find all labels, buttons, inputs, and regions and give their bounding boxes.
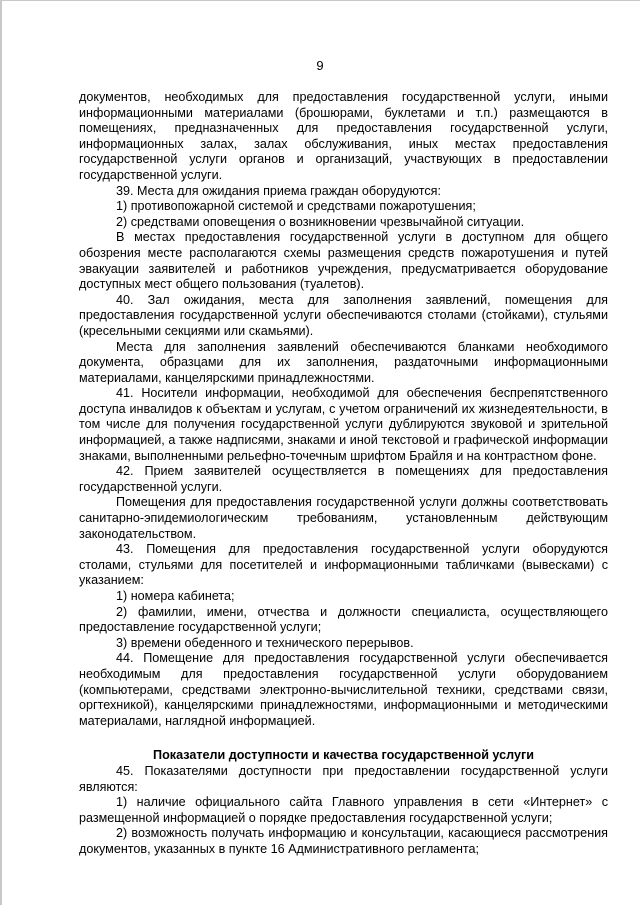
scan-edge-top <box>0 0 640 1</box>
paragraph: 41. Носители информации, необходимой для обеспечения беспрепятственного доступа инвалидов к объектам и услугам, с учетом ограничений их жизнедеятельности, в том числе для получения государственной услуги дублируются звуковой и зрительной информацией, а также надписями, знаками и иной текстовой и графической информации знаками, выполненными рельефно-точечным шрифтом Брайля и на контрастном фоне. <box>79 386 608 463</box>
paragraph: 2) возможность получать информацию и консультации, касающиеся рассмотрения документов, указанных в пункте 16 Административного регламента; <box>79 826 608 856</box>
paragraph: 1) противопожарной системой и средствами пожаротушения; <box>116 199 476 214</box>
paragraph: 40. Зал ожидания, места для заполнения заявлений, помещения для предоставления государственной услуги обеспечиваются столами (стойками), стульями (кресельными секциями или скамьями). <box>79 292 608 338</box>
paragraph: В местах предоставления государственной услуги в доступном для общего обозрения месте располагаются схемы размещения средств пожаротушения и путей эвакуации заявителей и работников учреждения, предусматривается оборудование доступных мест общего пользования (туалетов). <box>79 230 608 292</box>
paragraph: Помещения для предоставления государственной услуги должны соответствовать санитарно-эпидемиологическим требованиям, установленным действующим законодательством. <box>79 495 608 541</box>
paragraph: 39. Места для ожидания приема граждан оборудуются: <box>116 183 441 198</box>
paragraph: документов, необходимых для предоставления государственной услуги, иными информационными материалами (брошюрами, буклетами и т.п.) размещаются в помещениях, предназначенных для предоставления государственной услуги, информационных залах, залах обслуживания, иных местах предоставления государственной услуги органов и организаций, участвующих в предоставлении государственной услуги. <box>79 90 608 182</box>
paragraph: 43. Помещения для предоставления государственной услуги оборудуются столами, стульями для посетителей и информационными табличками (вывесками) с указанием: <box>79 542 608 588</box>
paragraph: 1) наличие официального сайта Главного управления в сети «Интернет» с размещенной информацией о порядке предоставления государственной услуги; <box>79 795 608 825</box>
document-body <box>79 90 608 858</box>
paragraph: 44. Помещение для предоставления государственной услуги обеспечивается необходимым для предоставления государственной услуги оборудованием (компьютерами, средствами электронно-вычислительной техники, средствами связи, оргтехникой), канцелярскими принадлежностями, информационными и методическими материалами, наглядной информацией. <box>79 651 608 728</box>
paragraph: 2) средствами оповещения о возникновении чрезвычайной ситуации. <box>116 214 525 229</box>
section-heading: Показатели доступности и качества государственной услуги <box>153 748 534 763</box>
paragraph: 2) фамилии, имени, отчества и должности специалиста, осуществляющего предоставление государственной услуги; <box>79 604 608 635</box>
page-number: 9 <box>316 58 324 73</box>
paragraph: 3) времени обеденного и технического перерывов. <box>116 635 414 650</box>
scan-edge-left <box>0 0 2 905</box>
paragraph: 45. Показателями доступности при предоставлении государственной услуги являются: <box>79 763 608 794</box>
paragraph: Места для заполнения заявлений обеспечиваются бланками необходимого документа, образцами для их заполнения, раздаточными информационными материалами, канцелярскими принадлежностями. <box>79 339 608 385</box>
paragraph: 1) номера кабинета; <box>116 589 235 603</box>
paragraph: 42. Прием заявителей осуществляется в помещениях для предоставления государственной услуги. <box>79 464 608 494</box>
